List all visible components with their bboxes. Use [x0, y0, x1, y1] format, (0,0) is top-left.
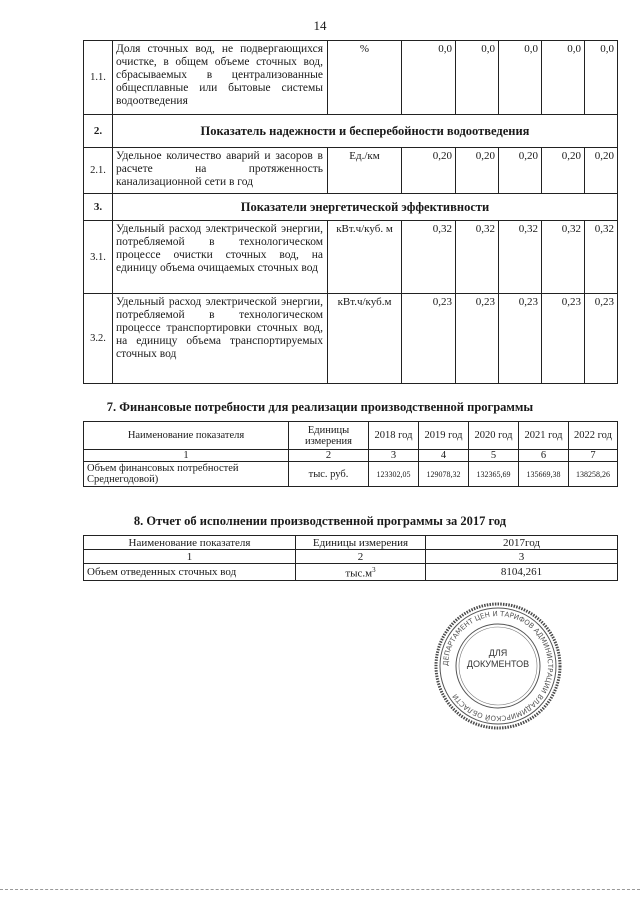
column-number: 3	[426, 550, 618, 564]
value-cell: 138258,26	[569, 462, 618, 487]
indicators-table	[83, 40, 618, 384]
indicator-name: Объем финансовых потребностей Среднегодовой)	[84, 462, 289, 487]
column-number: 7	[569, 450, 618, 462]
section-row	[84, 194, 618, 221]
value-cell: 0,0	[456, 41, 499, 115]
section-title: Показатель надежности и бесперебойности водоотведения	[113, 115, 618, 148]
page-number: 14	[313, 18, 327, 33]
indicator-name: Удельное количество аварий и засоров в расчете на протяженность канализационной сети в год	[113, 148, 328, 194]
column-number: 5	[469, 450, 519, 462]
column-header: 2017год	[426, 536, 618, 550]
table-row	[84, 148, 618, 194]
table-row	[84, 462, 618, 487]
value-cell: 0,20	[456, 148, 499, 194]
value-cell: 0,32	[542, 221, 585, 294]
table-row	[84, 41, 618, 115]
column-number: 6	[519, 450, 569, 462]
column-header: 2018 год	[369, 422, 419, 450]
indicator-unit	[296, 564, 426, 581]
row-number: 1.1.	[84, 41, 113, 115]
indicator-unit: %	[328, 41, 402, 115]
value-cell: 0,32	[456, 221, 499, 294]
column-header: 2020 год	[469, 422, 519, 450]
column-number: 4	[419, 450, 469, 462]
row-number: 3.1.	[84, 221, 113, 294]
value-cell: 129078,32	[419, 462, 469, 487]
indicator-name: Доля сточных вод, не подвергающихся очистке, в общем объеме сточных вод, сбрасываемых в централизованные общесплавные или бытовые системы водоотведения	[113, 41, 328, 115]
table-row	[84, 294, 618, 384]
report-table	[83, 535, 618, 581]
value-cell: 0,23	[456, 294, 499, 384]
value-cell: 0,23	[542, 294, 585, 384]
value-cell: 0,23	[585, 294, 618, 384]
column-number: 1	[84, 450, 289, 462]
column-number: 1	[84, 550, 296, 564]
value-cell: 0,32	[499, 221, 542, 294]
value-cell: 0,23	[402, 294, 456, 384]
column-header: Наименование показателя	[84, 422, 289, 450]
section-row	[84, 115, 618, 148]
table-header-row	[84, 422, 618, 450]
column-number: 3	[369, 450, 419, 462]
value-cell: 0,23	[499, 294, 542, 384]
value-cell: 0,0	[542, 41, 585, 115]
table-row	[84, 221, 618, 294]
column-number-row	[84, 450, 618, 462]
indicator-name: Удельный расход электрической энергии, потребляемой в технологическом процессе очистки сточных вод, на единицу объема очищаемых сточных вод	[113, 221, 328, 294]
value-cell: 8104,261	[426, 564, 618, 581]
stamp-text: ДОКУМЕНТОВ	[466, 659, 530, 669]
official-stamp	[432, 600, 564, 732]
row-number: 2.1.	[84, 148, 113, 194]
section-number: 2.	[84, 115, 113, 148]
column-number: 2	[289, 450, 369, 462]
section-title: Показатели энергетической эффективности	[113, 194, 618, 221]
svg-text:ДЕПАРТАМЕНТ ЦЕН И ТАРИФОВ АДМИ: ДЕПАРТАМЕНТ ЦЕН И ТАРИФОВ АДМИНИСТРАЦИИ ВЛАДИМИРСКОЙ ОБЛАСТИ	[441, 609, 555, 723]
table-header-row	[84, 536, 618, 550]
value-cell: 135669,38	[519, 462, 569, 487]
table-row	[84, 564, 618, 581]
indicator-unit: тыс. руб.	[289, 462, 369, 487]
stamp-text: ДЛЯ	[488, 648, 508, 658]
value-cell: 132365,69	[469, 462, 519, 487]
value-cell: 0,20	[585, 148, 618, 194]
column-header: 2021 год	[519, 422, 569, 450]
value-cell: 123302,05	[369, 462, 419, 487]
financial-table	[83, 421, 618, 487]
column-header: Наименование показателя	[84, 536, 296, 550]
value-cell: 0,32	[585, 221, 618, 294]
section-number: 3.	[84, 194, 113, 221]
column-header: Единицы измерения	[289, 422, 369, 450]
value-cell: 0,20	[402, 148, 456, 194]
column-header: 2019 год	[419, 422, 469, 450]
value-cell: 0,20	[542, 148, 585, 194]
indicator-unit: кВт.ч/куб. м	[328, 221, 402, 294]
unit-text: тыс.м	[345, 567, 373, 580]
value-cell: 0,32	[402, 221, 456, 294]
column-number: 2	[296, 550, 426, 564]
value-cell: 0,0	[585, 41, 618, 115]
indicator-unit: Ед./км	[328, 148, 402, 194]
section-heading-financial: 7. Финансовые потребности для реализации производственной программы	[106, 400, 534, 414]
section-heading-report: 8. Отчет об исполнении производственной программы за 2017 год	[133, 514, 507, 528]
row-number: 3.2.	[84, 294, 113, 384]
value-cell: 0,20	[499, 148, 542, 194]
column-number-row	[84, 550, 618, 564]
column-header: 2022 год	[569, 422, 618, 450]
unit-superscript: 3	[372, 566, 376, 574]
value-cell: 0,0	[499, 41, 542, 115]
footer-divider	[0, 889, 640, 890]
indicator-name: Объем отведенных сточных вод	[84, 564, 296, 581]
indicator-unit: кВт.ч/куб.м	[328, 294, 402, 384]
indicator-name: Удельный расход электрической энергии, потребляемой в технологическом процессе транспортировки сточных вод, на единицу объема транспортируемых сточных вод	[113, 294, 328, 384]
value-cell: 0,0	[402, 41, 456, 115]
column-header: Единицы измерения	[296, 536, 426, 550]
